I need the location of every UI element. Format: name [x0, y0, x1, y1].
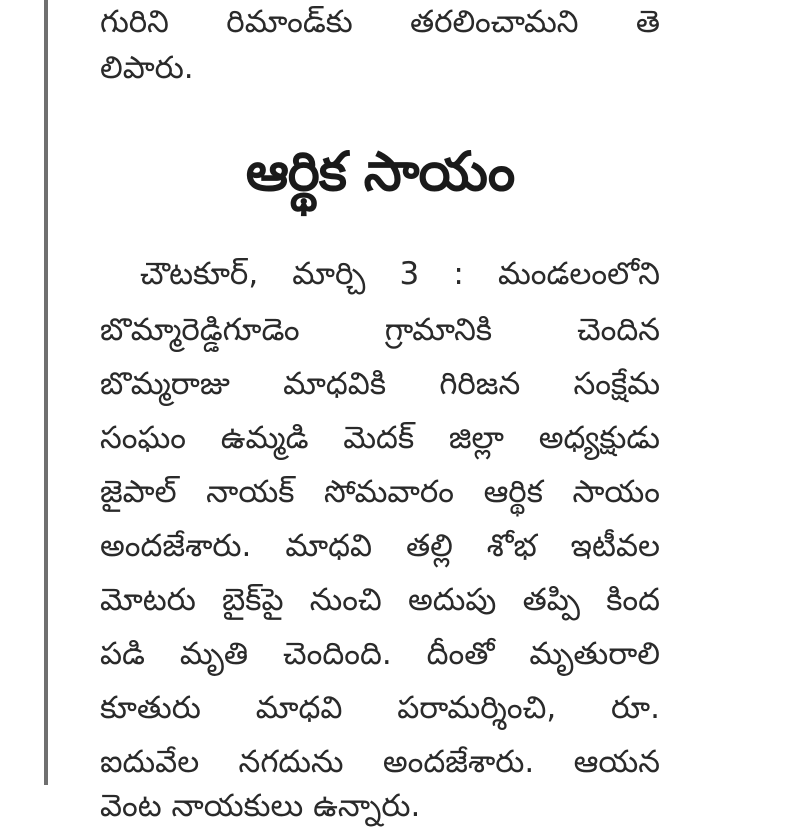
- article-line: బొమ్మారెడ్డిగూడెం గ్రామానికి చెందిన: [100, 312, 660, 348]
- news-clipping: [100, 0, 672, 824]
- previous-article-line-2: లిపారు.: [100, 50, 194, 86]
- article-line: సంఘం ఉమ్మడి మెదక్ జిల్లా అధ్యక్షుడు: [100, 420, 660, 456]
- article-headline: ఆర్థిక సాయం: [245, 140, 515, 203]
- article-line: చౌటకూర్, మార్చి 3 : మండలంలోని: [140, 256, 660, 292]
- article-line-cut-off: వెంట నాయకులు ఉన్నారు.: [100, 788, 421, 824]
- article-line: జైపాల్ నాయక్ సోమవారం ఆర్థిక సాయం: [100, 474, 660, 510]
- article-line: ఐదువేల నగదును అందజేశారు. ఆయన: [100, 744, 660, 780]
- column-divider: [44, 0, 48, 785]
- article-line: పడి మృతి చెందింది. దీంతో మృతురాలి: [100, 636, 660, 672]
- article-line: కూతురు మాధవి పరామర్శించి, రూ.: [100, 690, 660, 726]
- article-line: బొమ్మరాజు మాధవికి గిరిజన సంక్షేమ: [100, 366, 660, 402]
- article-line: మోటరు బైక్‌పై నుంచి అదుపు తప్పి కింద: [100, 582, 660, 618]
- previous-article-line-1: గురిని రిమాండ్‌కు తరలించామని తె: [100, 4, 660, 40]
- article-line: అందజేశారు. మాధవి తల్లి శోభ ఇటీవల: [100, 528, 660, 564]
